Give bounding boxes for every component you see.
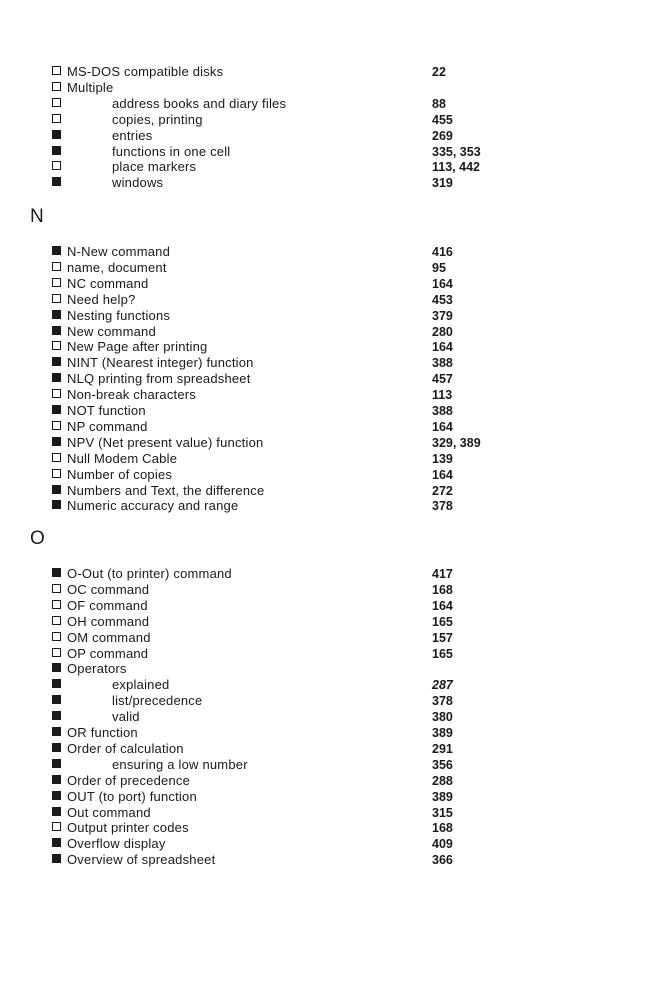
filled-square-icon: [52, 791, 61, 800]
page-numbers: 157: [432, 631, 453, 645]
index-entry: [52, 371, 612, 387]
filled-square-icon: [52, 711, 61, 720]
empty-square-icon: [52, 389, 61, 398]
page-numbers: 95: [432, 261, 446, 275]
filled-square-icon: [52, 373, 61, 382]
page-numbers: 280: [432, 325, 453, 339]
empty-square-icon: [52, 469, 61, 478]
index-entry: [52, 387, 612, 403]
index-term: O-Out (to printer) command: [67, 566, 232, 581]
page-numbers: 389: [432, 790, 453, 804]
page-numbers: 291: [432, 742, 453, 756]
filled-square-icon: [52, 775, 61, 784]
index-term: Nesting functions: [67, 308, 171, 323]
index-entry: [52, 614, 612, 630]
page-numbers: 319: [432, 176, 453, 190]
index-term: OM command: [67, 630, 151, 645]
index-entry: [52, 80, 612, 96]
index-entry: [52, 582, 612, 598]
empty-square-icon: [52, 341, 61, 350]
empty-square-icon: [52, 822, 61, 831]
index-subentry: [52, 677, 612, 693]
index-term: New Page after printing: [67, 339, 208, 354]
index-subentry: [52, 144, 612, 160]
index-term: NINT (Nearest integer) function: [67, 355, 254, 370]
index-entry: [52, 646, 612, 662]
page-numbers: 164: [432, 340, 453, 354]
index-entry: [52, 598, 612, 614]
empty-square-icon: [52, 82, 61, 91]
page-numbers: 113: [432, 388, 453, 402]
index-entry: [52, 260, 612, 276]
index-term: functions in one cell: [112, 144, 231, 159]
filled-square-icon: [52, 177, 61, 186]
filled-square-icon: [52, 759, 61, 768]
page-numbers: 388: [432, 404, 453, 418]
index-entry: [52, 661, 612, 677]
filled-square-icon: [52, 807, 61, 816]
filled-square-icon: [52, 695, 61, 704]
empty-square-icon: [52, 648, 61, 657]
page-numbers: 335, 353: [432, 145, 481, 159]
index-entry: [52, 451, 612, 467]
index-entry: [52, 292, 612, 308]
index-term: Out command: [67, 805, 151, 820]
filled-square-icon: [52, 310, 61, 319]
index-term: valid: [112, 709, 140, 724]
index-term: NPV (Net present value) function: [67, 435, 264, 450]
page-numbers: 417: [432, 567, 453, 581]
index-term: list/precedence: [112, 693, 203, 708]
filled-square-icon: [52, 130, 61, 139]
page-numbers: 416: [432, 245, 453, 259]
section-letter-n: N: [30, 206, 44, 227]
index-term: New command: [67, 324, 156, 339]
page-numbers: 378: [432, 694, 453, 708]
index-term: Numbers and Text, the difference: [67, 483, 265, 498]
page-numbers: 378: [432, 499, 453, 513]
section-letter-o: O: [30, 528, 45, 549]
page-numbers: 113, 442: [432, 160, 480, 174]
index-entry: [52, 725, 612, 741]
empty-square-icon: [52, 278, 61, 287]
index-term: Order of calculation: [67, 741, 184, 756]
index-term: place markers: [112, 159, 197, 174]
index-term: OC command: [67, 582, 150, 597]
page-numbers: 315: [432, 806, 453, 820]
page-numbers: 164: [432, 277, 453, 291]
index-entry: [52, 64, 612, 80]
index-term: Non-break characters: [67, 387, 196, 402]
index-term: OP command: [67, 646, 149, 661]
index-term: MS-DOS compatible disks: [67, 64, 224, 79]
index-entry: [52, 498, 612, 514]
page-numbers: 165: [432, 615, 453, 629]
filled-square-icon: [52, 405, 61, 414]
filled-square-icon: [52, 437, 61, 446]
index-entry: [52, 435, 612, 451]
index-entry: [52, 355, 612, 371]
index-term: Output printer codes: [67, 820, 189, 835]
index-term: entries: [112, 128, 153, 143]
index-term: Multiple: [67, 80, 114, 95]
index-entry: [52, 836, 612, 852]
filled-square-icon: [52, 246, 61, 255]
index-entry: [52, 419, 612, 435]
page-numbers: 139: [432, 452, 453, 466]
index-term: Number of copies: [67, 467, 173, 482]
empty-square-icon: [52, 262, 61, 271]
page-numbers: 329, 389: [432, 436, 481, 450]
page-numbers: 88: [432, 97, 446, 111]
index-subentry: [52, 757, 612, 773]
index-subentry: [52, 128, 612, 144]
page-numbers: 380: [432, 710, 453, 724]
empty-square-icon: [52, 453, 61, 462]
filled-square-icon: [52, 357, 61, 366]
page-numbers: 168: [432, 821, 453, 835]
page-numbers: 455: [432, 113, 453, 127]
filled-square-icon: [52, 854, 61, 863]
index-entry: [52, 741, 612, 757]
index-term: Null Modem Cable: [67, 451, 178, 466]
empty-square-icon: [52, 161, 61, 170]
page-numbers: 366: [432, 853, 453, 867]
filled-square-icon: [52, 568, 61, 577]
index-term: Overflow display: [67, 836, 166, 851]
filled-square-icon: [52, 727, 61, 736]
index-term: N-New command: [67, 244, 171, 259]
filled-square-icon: [52, 500, 61, 509]
index-term: explained: [112, 677, 170, 692]
index-term: windows: [112, 175, 164, 190]
empty-square-icon: [52, 600, 61, 609]
index-entry: [52, 324, 612, 340]
index-entry: [52, 630, 612, 646]
empty-square-icon: [52, 584, 61, 593]
page-numbers: 356: [432, 758, 453, 772]
index-entry: [52, 276, 612, 292]
index-entry: [52, 467, 612, 483]
filled-square-icon: [52, 743, 61, 752]
empty-square-icon: [52, 421, 61, 430]
page-numbers: 22: [432, 65, 446, 79]
page-numbers: 168: [432, 583, 453, 597]
index-term: Need help?: [67, 292, 136, 307]
index-term: name, document: [67, 260, 167, 275]
index-term: NP command: [67, 419, 148, 434]
index-entry: [52, 773, 612, 789]
empty-square-icon: [52, 114, 61, 123]
empty-square-icon: [52, 98, 61, 107]
empty-square-icon: [52, 66, 61, 75]
page-numbers: 409: [432, 837, 453, 851]
page-numbers: 288: [432, 774, 453, 788]
index-term: NOT function: [67, 403, 146, 418]
index-entry: [52, 244, 612, 260]
index-term: NLQ printing from spreadsheet: [67, 371, 251, 386]
index-entry: [52, 566, 612, 582]
index-term: Operators: [67, 661, 127, 676]
index-entry: [52, 852, 612, 868]
page-numbers: 287: [432, 678, 453, 692]
index-subentry: [52, 159, 612, 175]
index-term: OH command: [67, 614, 150, 629]
index-entry: [52, 789, 612, 805]
index-entry: [52, 805, 612, 821]
index-subentry: [52, 709, 612, 725]
index-subentry: [52, 175, 612, 191]
page-numbers: 457: [432, 372, 453, 386]
page-numbers: 272: [432, 484, 453, 498]
filled-square-icon: [52, 838, 61, 847]
index-subentry: [52, 96, 612, 112]
page-numbers: 388: [432, 356, 453, 370]
page-numbers: 389: [432, 726, 453, 740]
index-term: NC command: [67, 276, 149, 291]
filled-square-icon: [52, 326, 61, 335]
index-term: Order of precedence: [67, 773, 191, 788]
empty-square-icon: [52, 294, 61, 303]
page-numbers: 379: [432, 309, 453, 323]
index-term: OR function: [67, 725, 138, 740]
index-entry: [52, 339, 612, 355]
page-numbers: 453: [432, 293, 453, 307]
filled-square-icon: [52, 146, 61, 155]
index-subentry: [52, 112, 612, 128]
empty-square-icon: [52, 616, 61, 625]
index-term: OUT (to port) function: [67, 789, 197, 804]
index-entry: [52, 308, 612, 324]
index-term: Numeric accuracy and range: [67, 498, 239, 513]
index-term: address books and diary files: [112, 96, 287, 111]
filled-square-icon: [52, 679, 61, 688]
index-subentry: [52, 693, 612, 709]
page-numbers: 164: [432, 468, 453, 482]
filled-square-icon: [52, 663, 61, 672]
index-term: copies, printing: [112, 112, 203, 127]
page-numbers: 164: [432, 599, 453, 613]
index-entry: [52, 820, 612, 836]
page-numbers: 164: [432, 420, 453, 434]
filled-square-icon: [52, 485, 61, 494]
index-term: ensuring a low number: [112, 757, 248, 772]
index-term: OF command: [67, 598, 148, 613]
index-entry: [52, 403, 612, 419]
empty-square-icon: [52, 632, 61, 641]
index-entry: [52, 483, 612, 499]
page-numbers: 165: [432, 647, 453, 661]
index-term: Overview of spreadsheet: [67, 852, 216, 867]
page-numbers: 269: [432, 129, 453, 143]
